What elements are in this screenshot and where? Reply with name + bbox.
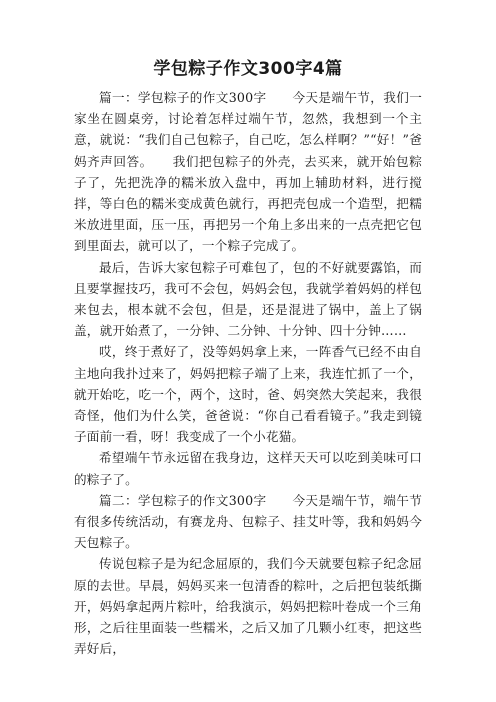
document-page [74, 58, 422, 659]
paragraph-5: 篇二：学包粽子的作文300字 今天是端午节，端午节有很多传统活动，有赛龙舟、包粽子、挂艾叶等，我和妈妈今天包粽子。 [74, 492, 422, 551]
paragraph-3: 哎，终于煮好了，没等妈妈拿上来，一阵香气已经不由自主地向我扑过来了，妈妈把粽子端了上来，我连忙抓了一个，就开始吃，吃一个，两个，这时，爸、妈突然大笑起来，我很奇怪，他们为什么笑，爸爸说：“你自己看看镜子。”我走到镜子面前一看，呀！我变成了一个小花猫。 [74, 344, 422, 445]
document-title: 学包粽子作文300字4篇 [153, 59, 343, 79]
paragraph-1: 篇一：学包粽子的作文300字 今天是端午节，我们一家坐在圆桌旁，讨论着怎样过端午节，忽然，我想到一个主意，就说：“我们自己包粽子，自己吃，怎么样啊？”“好！”爸妈齐声回答。 我们把包粽子的外壳，去买来，就开始包粽子了，先把洗净的糯米放入盘中，再加上辅助材料，进行搅拌，等白色的糯米变成黄色就行，再把壳包成一个造型，把糯米放进里面，压一压，再把另一个角上多出来的一点壳把它包到里面去，就可以了，一个粽子完成了。 [74, 90, 422, 254]
paragraph-4: 希望端午节永远留在我身边，这样天天可以吃到美味可口的粽子了。 [74, 450, 422, 487]
paragraph-6: 传说包粽子是为纪念屈原的，我们今天就要包粽子纪念屈原的去世。早晨，妈妈买来一包清香的粽叶，之后把包装纸撕开，妈妈拿起两片粽叶，给我演示，妈妈把粽叶卷成一个三角形，之后往里面装一些糯米，之后又加了几颗小红枣，把这些弄好后， [74, 556, 422, 657]
paragraph-2: 最后，告诉大家包粽子可难包了，包的不好就要露馅，而且要掌握技巧，我可不会包，妈妈会包，我就学着妈妈的样包来包去，根本就不会包，但是，还是混进了锅中，盖上了锅盖，就开始煮了，一分钟、二分钟、十分钟、四十分钟…… [74, 259, 422, 339]
